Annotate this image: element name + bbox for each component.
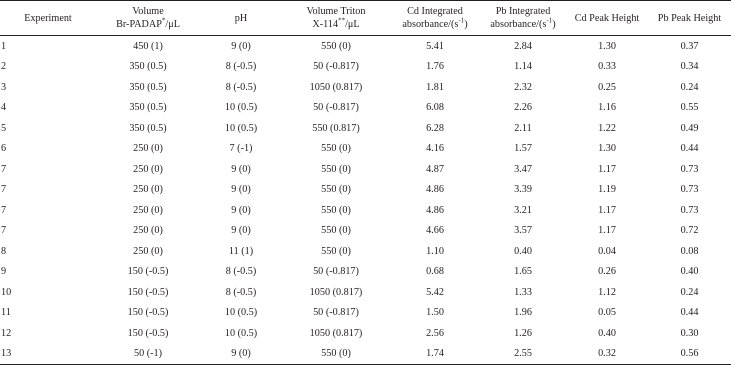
br-padap-cell: 250 (0) [133,184,163,196]
cd-integrated-cell: 1.10 [426,245,444,257]
pb-integrated-cell: 0.40 [514,245,532,257]
pb-integrated-cell: 3.39 [514,184,532,196]
experiment-cell: 2 [1,61,7,73]
table-row [0,282,731,303]
pb-integrated-cell: 1.26 [514,327,532,339]
triton-cell: 550 (0) [321,143,351,155]
cd-peak-cell: 0.26 [598,266,616,278]
pb-peak-cell: 0.08 [680,245,699,257]
cd-peak-cell: 1.16 [598,102,616,114]
pb-peak-cell: 0.73 [680,204,699,216]
br-padap-cell: 150 (-0.5) [127,327,169,339]
cd-peak-cell: 1.22 [598,122,616,134]
pb-integrated-cell: 2.84 [514,40,532,52]
ph-cell: 11 (1) [228,245,254,257]
ph-cell: 8 (-0.5) [225,266,257,278]
pb-peak-cell: 0.72 [680,225,699,237]
header-br-padap-volume: Volume Br-PADAP*/μL [96,1,200,36]
ph-cell: 9 (0) [231,225,251,237]
cd-integrated-cell: 6.28 [426,122,444,134]
triton-cell: 550 (0) [321,184,351,196]
experiment-cell: 7 [1,184,7,196]
table-row [0,303,731,324]
ph-cell: 8 (-0.5) [225,61,257,73]
cd-peak-cell: 1.30 [598,40,616,52]
header-pb-peak-height: Pb Peak Height [648,1,731,36]
pb-peak-cell: 0.44 [680,143,699,155]
triton-cell: 1050 (0.817) [309,286,363,298]
experiment-cell: 1 [1,40,7,52]
br-padap-cell: 350 (0.5) [129,81,167,93]
pb-peak-cell: 0.24 [680,286,699,298]
ph-cell: 10 (0.5) [224,307,258,319]
ph-cell: 9 (0) [231,40,251,52]
table-row [0,262,731,283]
experiment-cell: 7 [1,163,7,175]
table-row [0,200,731,221]
experiment-cell: 11 [1,307,11,319]
table-row [0,241,731,262]
header-cd-peak-height: Cd Peak Height [566,1,648,36]
cd-integrated-cell: 4.86 [426,184,444,196]
cd-integrated-cell: 1.74 [390,344,480,365]
table-row [0,57,731,78]
pb-integrated-cell: 2.11 [514,122,532,134]
pb-peak-cell: 0.34 [680,61,699,73]
triton-cell: 1050 (0.817) [309,81,363,93]
experiment-cell: 9 [1,266,7,278]
pb-integrated-cell: 1.96 [514,307,532,319]
br-padap-cell: 150 (-0.5) [127,266,169,278]
experiment-cell: 12 [1,327,12,339]
pb-integrated-cell: 3.57 [514,225,532,237]
pb-peak-cell: 0.49 [680,122,699,134]
br-padap-cell: 150 (-0.5) [127,307,169,319]
triton-cell: 550 (0) [321,40,351,52]
pb-integrated-cell: 3.21 [514,204,532,216]
br-padap-cell: 250 (0) [133,143,163,155]
cd-integrated-cell: 1.81 [426,81,444,93]
cd-peak-cell: 0.40 [598,327,616,339]
header-ph: pH [200,1,282,36]
cd-integrated-cell: 4.86 [426,204,444,216]
triton-cell: 550 (0) [321,225,351,237]
triton-cell: 550 (0) [321,204,351,216]
br-padap-cell: 250 (0) [133,225,163,237]
ph-cell: 7 (-1) [229,143,253,155]
ph-cell: 10 (0.5) [224,122,258,134]
cd-integrated-cell: 4.66 [426,225,444,237]
cd-peak-cell: 0.05 [598,307,616,319]
cd-integrated-cell: 2.56 [426,327,444,339]
table-row [0,323,731,344]
br-padap-cell: 250 (0) [133,163,163,175]
header-triton-volume: Volume Triton X-114**/μL [282,1,390,36]
ph-cell: 10 (0.5) [224,327,258,339]
pb-peak-cell: 0.55 [680,102,699,114]
cd-peak-cell: 1.19 [598,184,616,196]
cd-peak-cell: 1.30 [598,143,616,155]
pb-integrated-cell: 2.26 [514,102,532,114]
ph-cell: 8 (-0.5) [225,81,257,93]
header-experiment: Experiment [0,1,96,36]
br-padap-cell: 250 (0) [133,204,163,216]
triton-cell: 550 (0) [321,245,351,257]
cd-integrated-cell: 4.87 [426,163,444,175]
table-header-row [0,1,731,36]
triton-cell: 550 (0) [282,344,390,365]
pb-integrated-cell: 1.65 [514,266,532,278]
table-row [0,98,731,119]
ph-cell: 9 (0) [231,204,251,216]
experiment-cell: 7 [1,204,7,216]
pb-integrated-cell: 2.32 [514,81,532,93]
cd-peak-cell: 1.17 [598,204,616,216]
experiment-cell: 6 [1,143,7,155]
triton-cell: 50 (-0.817) [313,266,359,278]
triton-cell: 550 (0) [321,163,351,175]
table-row [0,221,731,242]
table-body [0,36,731,365]
experiment-cell: 3 [1,81,7,93]
cd-peak-cell: 0.04 [598,245,616,257]
triton-cell: 1050 (0.817) [309,327,363,339]
table-row [0,139,731,160]
pb-peak-cell: 0.44 [680,307,699,319]
ph-cell: 8 (-0.5) [225,286,257,298]
br-padap-cell: 350 (0.5) [129,122,167,134]
pb-peak-cell: 0.37 [680,40,699,52]
cd-integrated-cell: 0.68 [426,266,444,278]
cd-peak-cell: 0.33 [598,61,616,73]
experiment-cell: 4 [1,102,7,114]
br-padap-cell: 150 (-0.5) [127,286,169,298]
experiment-cell: 8 [1,245,7,257]
triton-cell: 50 (-0.817) [313,102,359,114]
cd-integrated-cell: 5.42 [426,286,444,298]
table-row [0,77,731,98]
table-row [0,118,731,139]
br-padap-cell: 50 (-1) [96,344,200,365]
cd-integrated-cell: 4.16 [426,143,444,155]
header-pb-integrated-absorbance: Pb Integrated absorbance/$(s^{-1})$ [480,1,566,36]
table-row [0,159,731,180]
triton-cell: 550 (0.817) [312,122,360,134]
pb-integrated-cell: 3.47 [514,163,532,175]
table-row [0,180,731,201]
ph-cell: 9 (0) [231,163,251,175]
cd-integrated-cell: 5.41 [426,40,444,52]
br-padap-cell: 250 (0) [133,245,163,257]
pb-peak-cell: 0.24 [680,81,699,93]
experiment-cell: 5 [1,122,7,134]
experiment-cell: 13 [0,344,96,365]
pb-peak-cell: 0.30 [680,327,699,339]
pb-peak-cell: 0.40 [680,266,699,278]
triton-cell: 50 (-0.817) [313,61,359,73]
br-padap-cell: 350 (0.5) [129,102,167,114]
ph-cell: 10 (0.5) [224,102,258,114]
triton-cell: 50 (-0.817) [313,307,359,319]
pb-peak-cell: 0.73 [680,163,699,175]
pb-peak-cell: 0.73 [680,184,699,196]
br-padap-cell: 350 (0.5) [129,61,167,73]
ph-cell: 9 (0) [200,344,282,365]
experiment-cell: 10 [1,286,12,298]
cd-integrated-cell: 1.50 [426,307,444,319]
pb-integrated-cell: 1.57 [514,143,532,155]
pb-integrated-cell: 1.14 [514,61,532,73]
cd-integrated-cell: 1.76 [426,61,444,73]
table-row [0,344,731,365]
header-cd-integrated-absorbance: Cd Integrated absorbance/$(s^{-1})$ [390,1,480,36]
pb-peak-cell: 0.56 [648,344,731,365]
cd-integrated-cell: 6.08 [426,102,444,114]
pb-integrated-cell: 2.55 [480,344,566,365]
cd-peak-cell: 1.12 [598,286,616,298]
cd-peak-cell: 1.17 [598,163,616,175]
ph-cell: 9 (0) [231,184,251,196]
cd-peak-cell: 1.17 [598,225,616,237]
table-row [0,36,731,57]
pb-integrated-cell: 1.33 [514,286,532,298]
br-padap-cell: 450 (1) [133,40,163,52]
cd-peak-cell: 0.25 [598,81,616,93]
experiment-cell: 7 [1,225,7,237]
cd-peak-cell: 0.32 [566,344,648,365]
